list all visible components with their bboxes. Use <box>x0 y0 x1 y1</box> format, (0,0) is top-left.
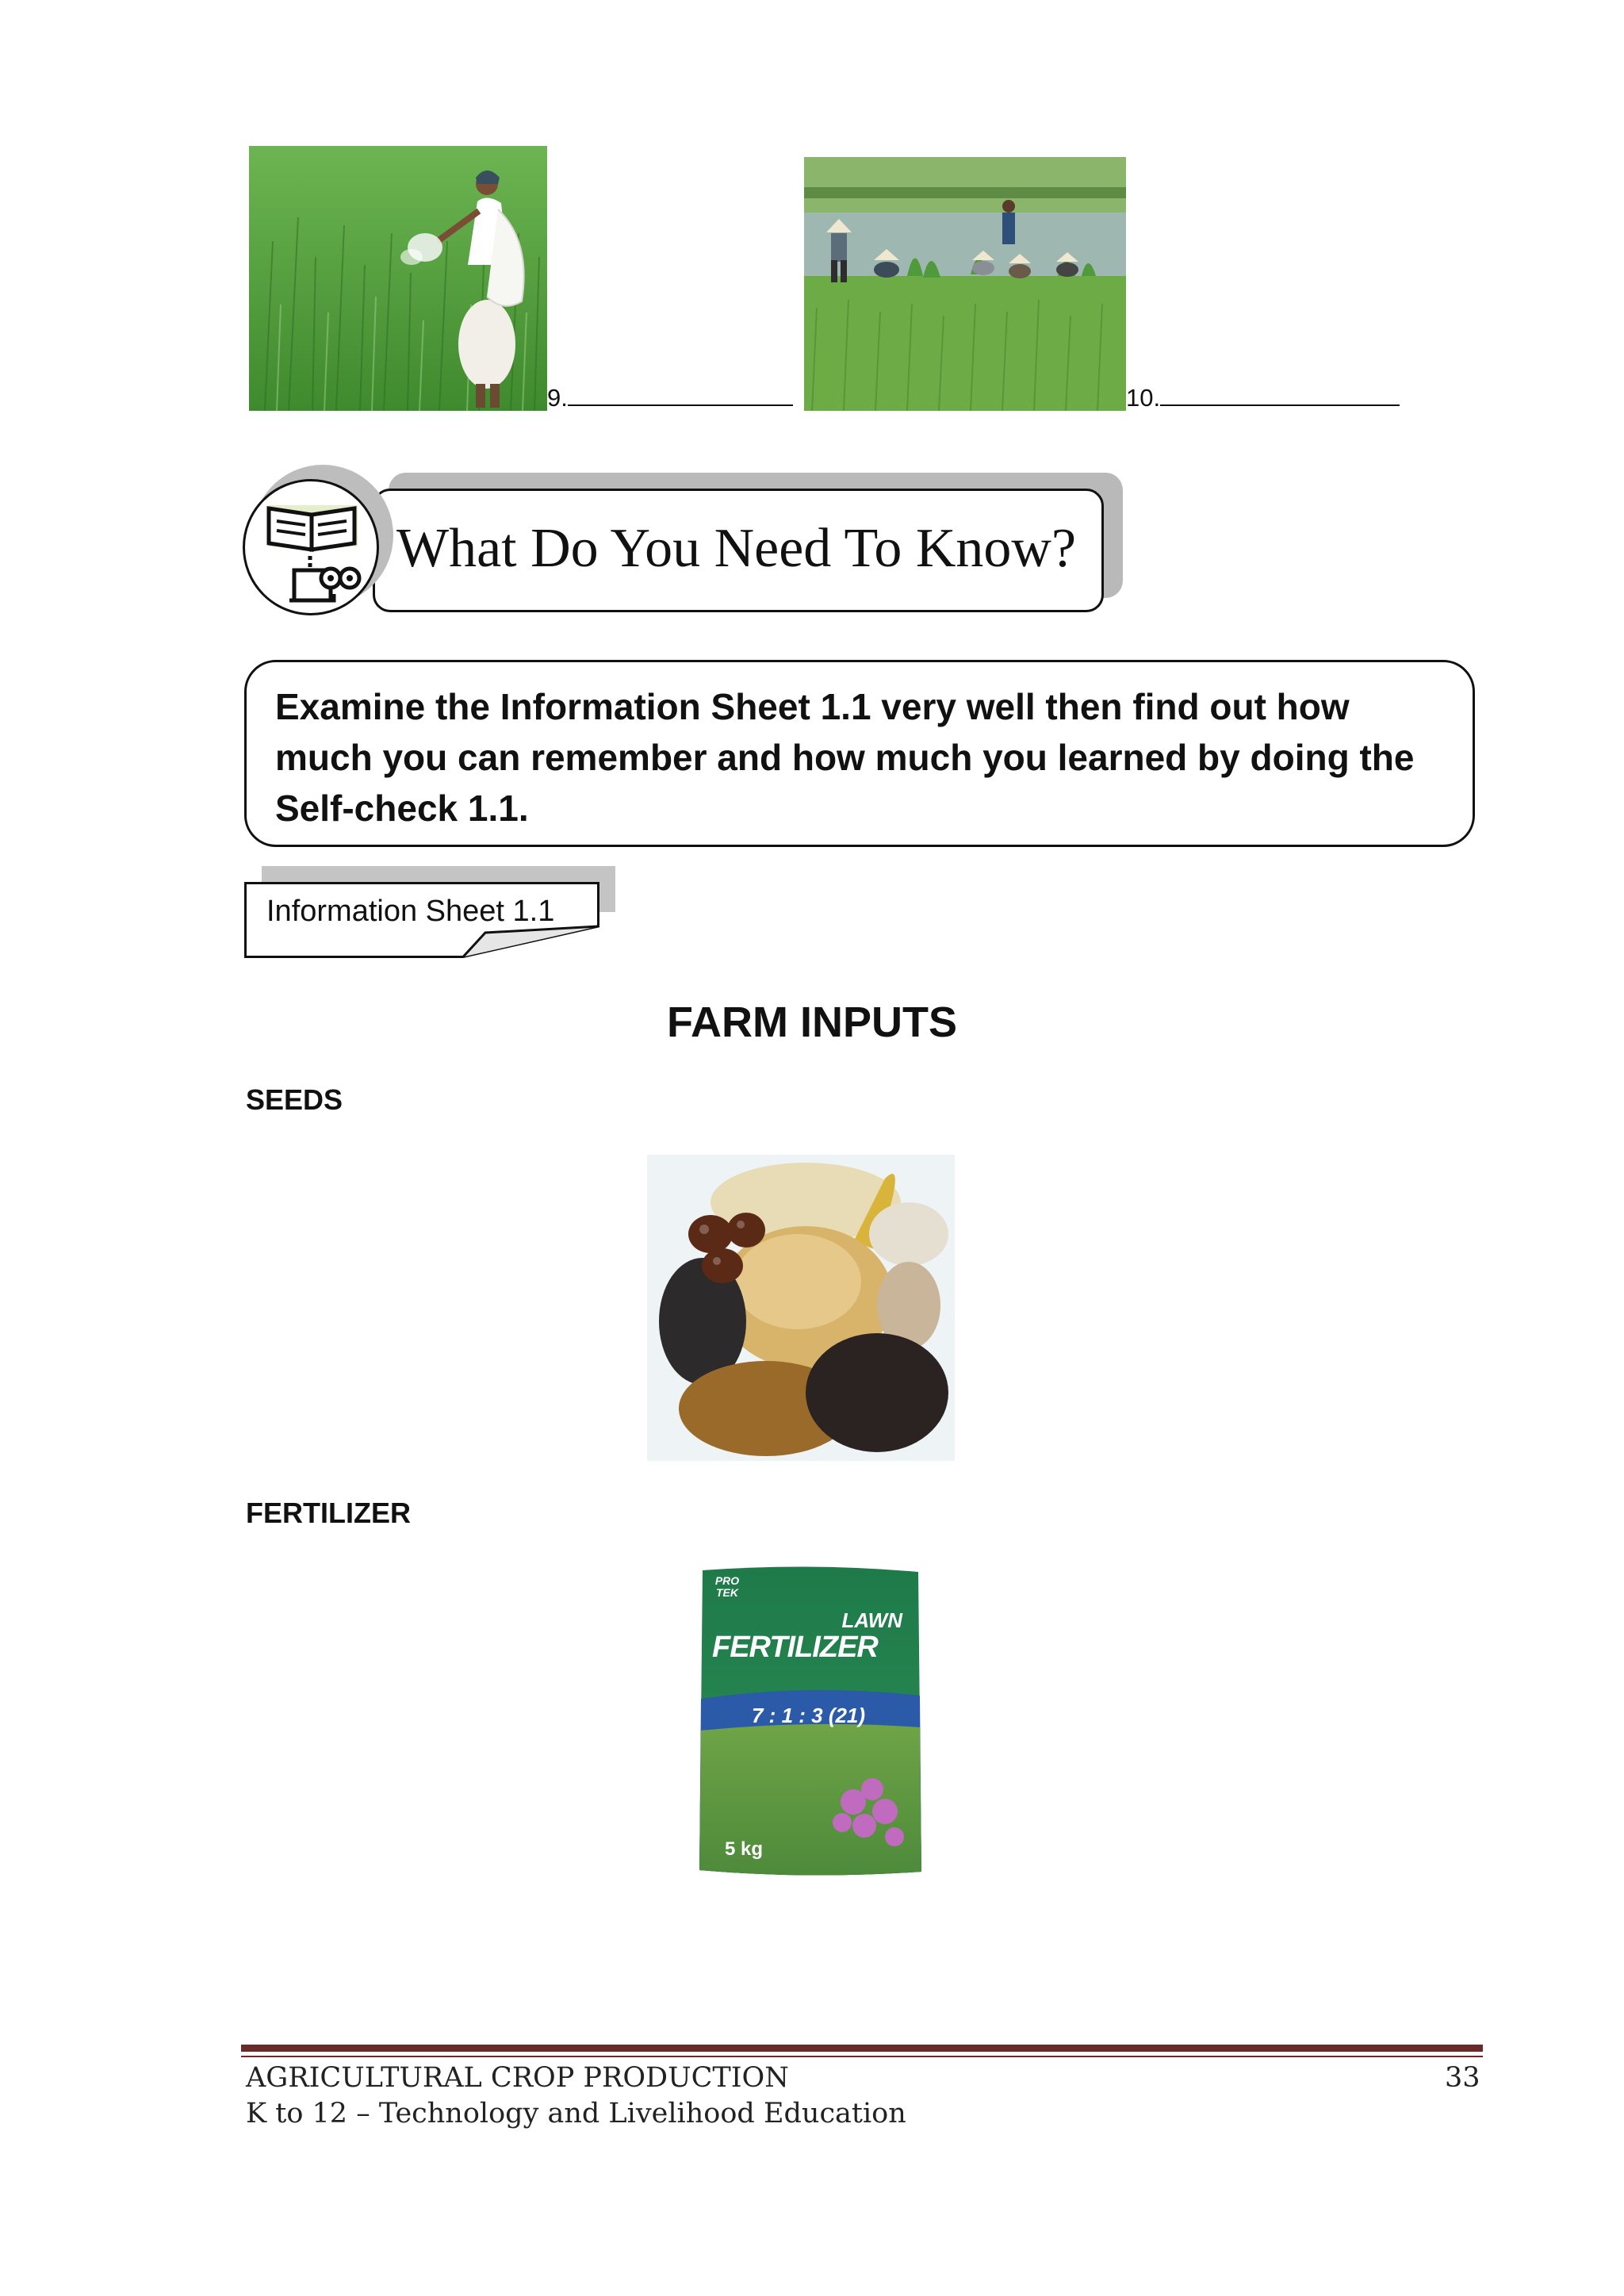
section-seeds-heading: SEEDS <box>246 1083 343 1116</box>
section-heading: What Do You Need To Know? <box>396 518 1077 579</box>
bag-brand: PRO TEK <box>714 1574 740 1599</box>
fertilizer-bag-image <box>695 1564 925 1878</box>
seeds-image <box>647 1155 955 1461</box>
page-number: 33 <box>1445 2062 1480 2094</box>
footer-rule-thin <box>241 2056 1483 2057</box>
instruction-text: Examine the Information Sheet 1.1 very well then find out how much you can remember and how much you learned by doing the Self-check 1.1. <box>275 686 1415 829</box>
bag-line2: FERTILIZER <box>712 1631 878 1664</box>
photo-farmer-broadcasting <box>249 146 547 411</box>
answer-blank-9[interactable] <box>547 384 793 412</box>
answer-number-9: 9. <box>547 384 568 412</box>
footer-rule-thick <box>241 2045 1483 2052</box>
answer-line-9 <box>568 404 793 406</box>
photo-rice-transplanting <box>804 157 1126 411</box>
info-sheet-label: Information Sheet 1.1 <box>266 895 555 928</box>
answer-line-10 <box>1160 404 1400 406</box>
answer-number-10: 10. <box>1126 384 1161 412</box>
footer-course: AGRICULTURAL CROP PRODUCTION <box>246 2062 789 2094</box>
instruction-box <box>244 660 1475 847</box>
bag-line1: LAWN <box>841 1608 902 1632</box>
footer-program: K to 12 – Technology and Livelihood Education <box>246 2098 906 2129</box>
bag-weight: 5 kg <box>725 1838 764 1860</box>
section-fertilizer-heading: FERTILIZER <box>246 1497 411 1529</box>
answer-blank-10[interactable] <box>1126 384 1400 412</box>
bag-ratio: 7 : 1 : 3 (21) <box>752 1704 866 1727</box>
book-reader-icon <box>243 479 379 615</box>
page-title: FARM INPUTS <box>666 999 957 1046</box>
